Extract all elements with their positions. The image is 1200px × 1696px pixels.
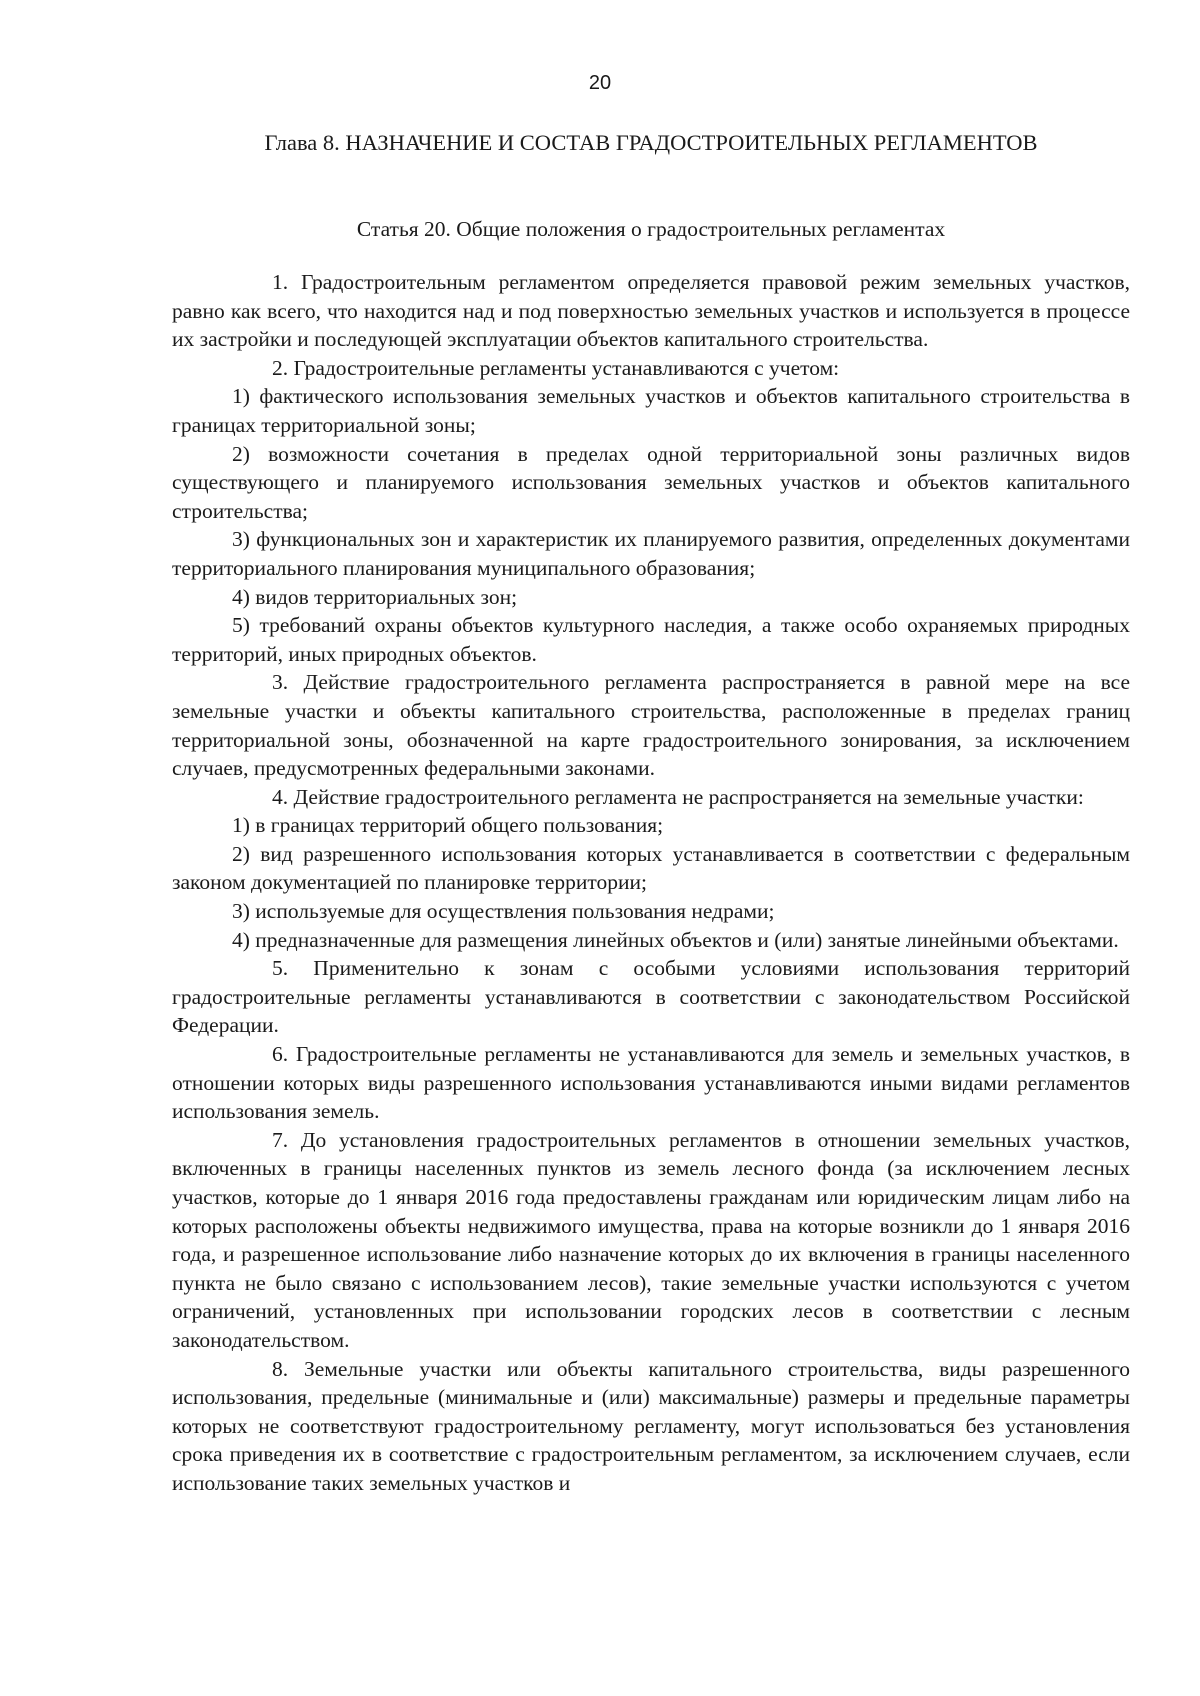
list-item: 2) вид разрешенного использования которых устанавливается в соответствии с федеральным законом документацией по планировке территории; [172,841,1130,895]
paragraph: 5. Применительно к зонам с особыми условиями использования территорий градостроительные регламенты устанавливаются в соответствии с законодательством Российской Федерации. [172,956,1130,1038]
list-item: 2) возможности сочетания в пределах одной территориальной зоны различных видов существующего и планируемого использования земельных участков и объектов капитального строительства; [172,441,1130,523]
list-item: 3) функциональных зон и характеристик их планируемого развития, определенных документами территориального планирования муниципального образования; [172,527,1130,580]
paragraph: 7. До установления градостроительных регламентов в отношении земельных участков, включенных в границы населенных пунктов из земель лесного фонда (за исключением лесных участков, которые до 1 января 2016 года предоставлены гражданам или юридическим лицам либо на которых расположены объекты недвижимого имущества, права на которые возникли до 1 января 2016 года, и разрешенное использование либо назначение которых до их включения в границы населенного пункта не было связано с использованием лесов), такие земельные участки используются с учетом ограничений, установленных при использовании городских лесов в соответствии с лесным законодательством. [172,1127,1130,1352]
list-item: 4) видов территориальных зон; [232,584,518,609]
paragraph: 6. Градостроительные регламенты не устанавливаются для земель и земельных участков, в отношении которых виды разрешенного использования устанавливаются иными видами регламентов использования земель. [172,1042,1130,1124]
list-item: 3) используемые для осуществления пользования недрами; [232,899,775,924]
list-item: 1) в границах территорий общего пользования; [232,813,664,838]
article-title: Статья 20. Общие положения о градостроительных регламентах [356,217,946,241]
chapter-title: Глава 8. НАЗНАЧЕНИЕ И СОСТАВ ГРАДОСТРОИТЕЛЬНЫХ РЕГЛАМЕНТОВ [264,130,1038,155]
paragraph: 2. Градостроительные регламенты устанавливаются с учетом: [272,355,840,380]
page-number: 20 [588,72,612,94]
list-item: 5) требований охраны объектов культурного наследия, а также особо охраняемых природных территорий, иных природных объектов. [172,613,1130,666]
paragraph: 8. Земельные участки или объекты капитального строительства, виды разрешенного использования, предельные (минимальные и (или) максимальные) размеры и предельные параметры которых не соответствуют градостроительному регламенту, могут использоваться без установления срока приведения их в соответствие с градостроительным регламентом, за исключением случаев, если использование таких земельных участков и [172,1356,1130,1495]
list-item: 4) предназначенные для размещения линейных объектов и (или) занятые линейными объектами. [232,927,1119,952]
paragraph: 3. Действие градостроительного регламента распространяется в равной мере на все земельные участки и объекты капитального строительства, расположенные в пределах границ территориальной зоны, обозначенной на карте градостроительного зонирования, за исключением случаев, предусмотренных федеральными законами. [172,670,1130,781]
paragraph: 1. Градостроительным регламентом определяется правовой режим земельных участков, равно как всего, что находится над и под поверхностью земельных участков и используется в процессе их застройки и последующей эксплуатации объектов капитального строительства. [172,270,1130,352]
list-item: 1) фактического использования земельных участков и объектов капитального строительства в границах территориальной зоны; [172,384,1130,437]
article-body [172,268,1130,1498]
paragraph: 4. Действие градостроительного регламента не распространяется на земельные участки: [272,784,1084,809]
